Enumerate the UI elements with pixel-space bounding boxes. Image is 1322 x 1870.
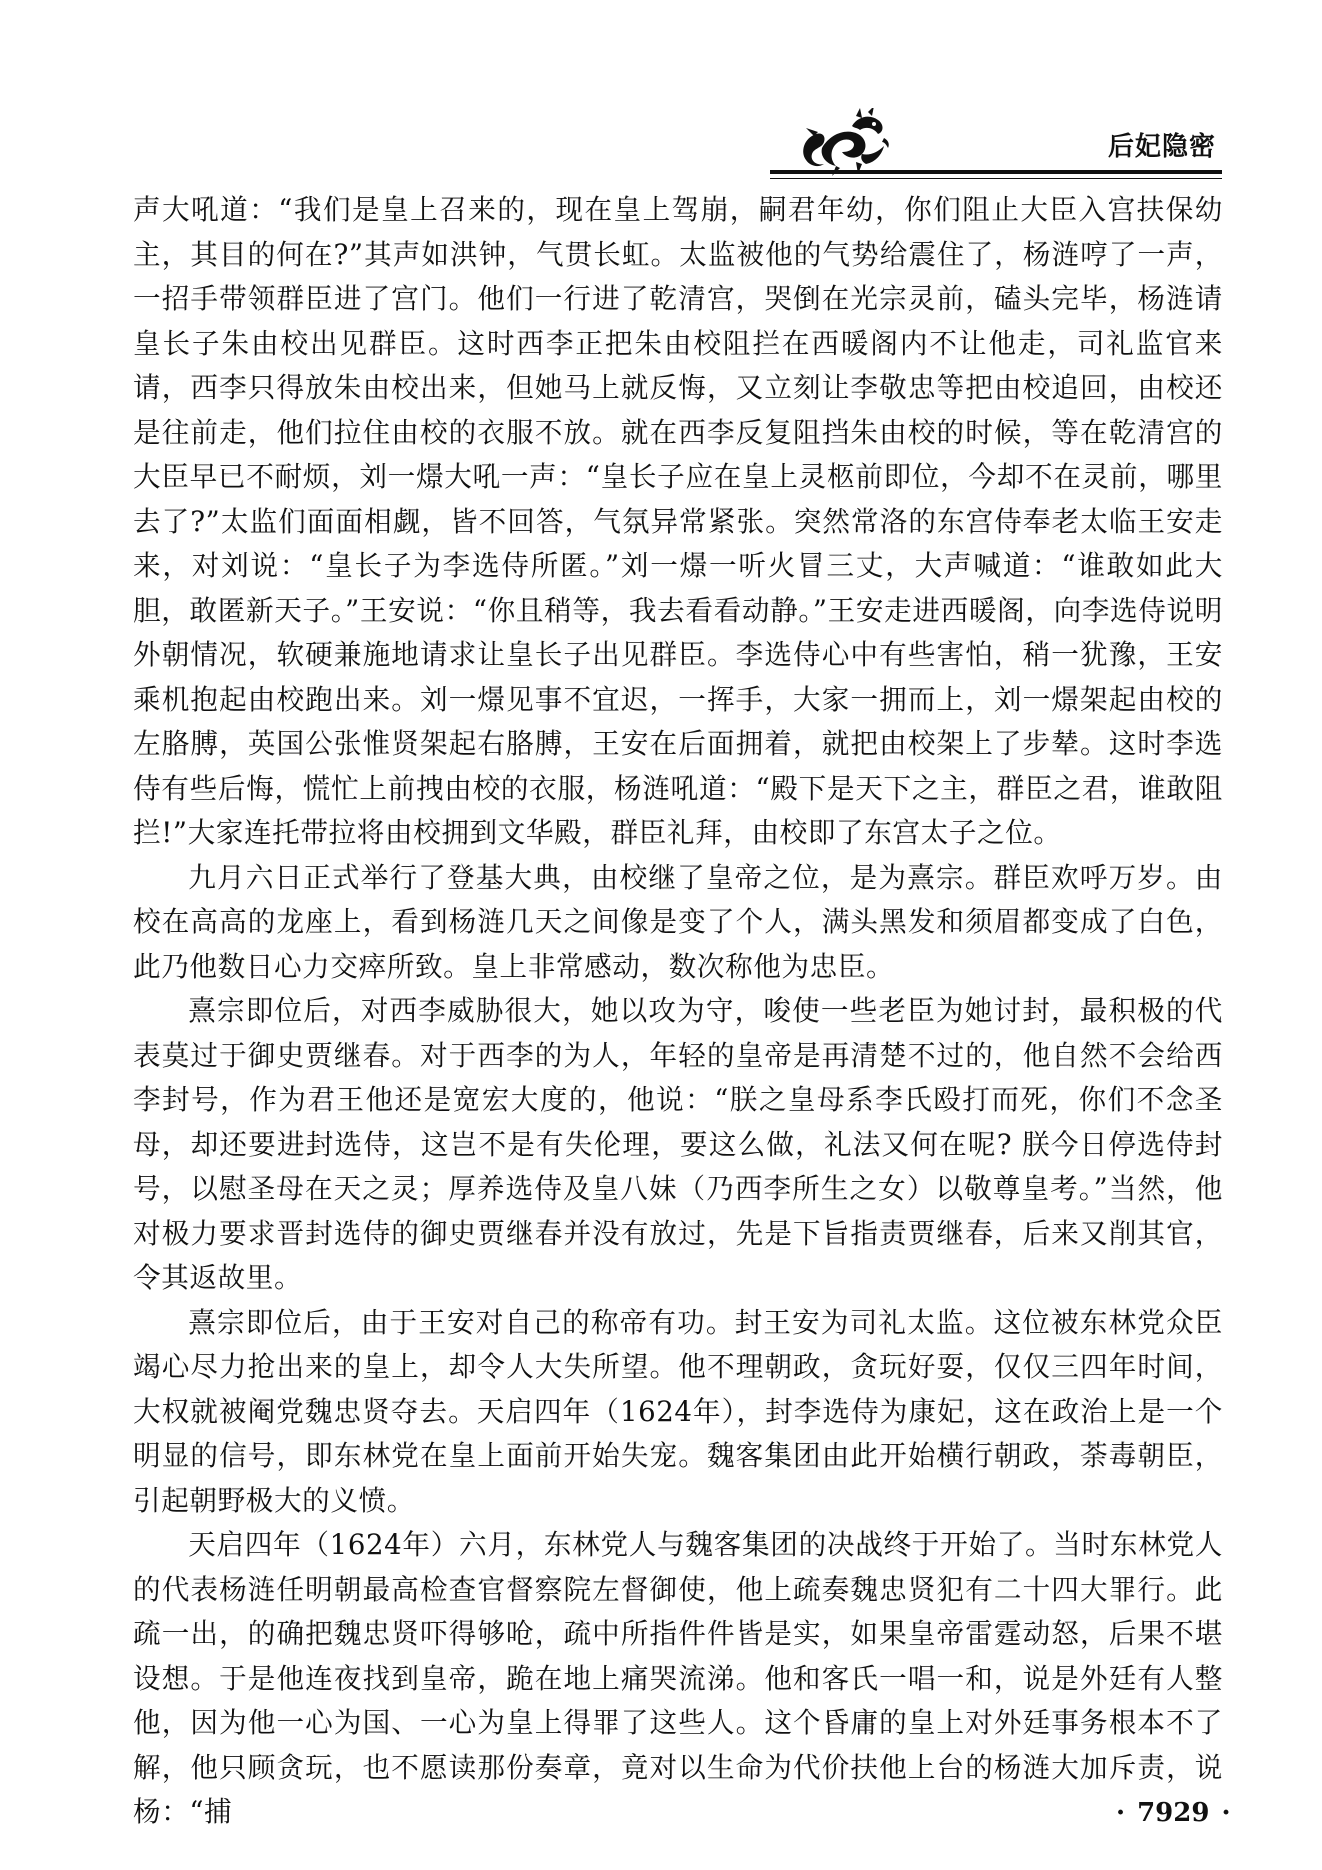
page-header	[0, 0, 1322, 190]
section-title: 后妃隐密	[1108, 132, 1217, 162]
paragraph: 天启四年（1624年）六月，东林党人与魏客集团的决战终于开始了。当时东林党人的代表杨涟任明朝最高检查官督察院左督御使，他上疏奏魏忠贤犯有二十四大罪行。此疏一出，的确把魏忠贤吓得够呛，疏中所指件件皆是实，如果皇帝雷霆动怒，后果不堪设想。于是他连夜找到皇帝，跪在地上痛哭流涕。他和客氏一唱一和，说是外廷有人整他，因为他一心为国、一心为皇上得罪了这些人。这个昏庸的皇上对外廷事务根本不了解，他只顾贪玩，也不愿读那份奏章，竟对以生命为代价扶他上台的杨涟大加斥责，说杨：“捕	[133, 1528, 1223, 1828]
page-number-value: 7929	[1137, 1798, 1210, 1828]
paragraph: 九月六日正式举行了登基大典，由校继了皇帝之位，是为熹宗。群臣欢呼万岁。由校在高高的龙座上，看到杨涟几天之间像是变了个人，满头黑发和须眉都变成了白色，此乃他数日心力交瘁所致。皇上非常感动，数次称他为忠臣。	[133, 860, 1223, 983]
page-number	[1104, 1798, 1243, 1828]
paragraph: 声大吼道：“我们是皇上召来的，现在皇上驾崩，嗣君年幼，你们阻止大臣入宫扶保幼主，其目的何在?”其声如洪钟，气贯长虹。太监被他的气势给震住了，杨涟哼了一声，一招手带领群臣进了宫门。他们一行进了乾清宫，哭倒在光宗灵前，磕头完毕，杨涟请皇长子朱由校出见群臣。这时西李正把朱由校阻拦在西暖阁内不让他走，司礼监官来请，西李只得放朱由校出来，但她马上就反悔，又立刻让李敬忠等把由校追回，由校还是往前走，他们拉住由校的衣服不放。就在西李反复阻挡朱由校的时候，等在乾清宫的大臣早已不耐烦，刘一燝大吼一声：“皇长子应在皇上灵柩前即位，今却不在灵前，哪里去了?”太监们面面相觑，皆不回答，气氛异常紧张。突然常洛的东宫侍奉老太临王安走来，对刘说：“皇长子为李选侍所匿。”刘一燝一听火冒三丈，大声喊道：“谁敢如此大胆，敢匿新天子。”王安说：“你且稍等，我去看看动静。”王安走进西暖阁，向李选侍说明外朝情况，软硬兼施地请求让皇长子出见群臣。李选侍心中有些害怕，稍一犹豫，王安乘机抱起由校跑出来。刘一燝见事不宜迟，一挥手，大家一拥而上，刘一燝架起由校的左胳膊，英国公张惟贤架起右胳膊，王安在后面拥着，就把由校架上了步辇。这时李选侍有些后悔，慌忙上前拽由校的衣服，杨涟吼道：“殿下是天下之主，群臣之君，谁敢阻拦!”大家连托带拉将由校拥到文华殿，群臣礼拜，由校即了东宫太子之位。	[133, 193, 1223, 849]
bullet-icon: ·	[1221, 1798, 1231, 1828]
dragon-emblem-icon	[796, 108, 892, 178]
header-rule	[770, 170, 1222, 174]
bullet-icon: ·	[1116, 1798, 1126, 1828]
paragraph: 熹宗即位后，由于王安对自己的称帝有功。封王安为司礼太监。这位被东林党众臣竭心尽力抢出来的皇上，却令人大失所望。他不理朝政，贪玩好耍，仅仅三四年时间，大权就被阉党魏忠贤夺去。天启四年（1624年），封李选侍为康妃，这在政治上是一个明显的信号，即东林党在皇上面前开始失宠。魏客集团由此开始横行朝政，荼毒朝臣，引起朝野极大的义愤。	[133, 1305, 1223, 1517]
paragraph: 熹宗即位后，对西李威胁很大，她以攻为守，唆使一些老臣为她讨封，最积极的代表莫过于御史贾继春。对于西李的为人，年轻的皇帝是再清楚不过的，他自然不会给西李封号，作为君王他还是宽宏大度的，他说：“朕之皇母系李氏殴打而死，你们不念圣母，却还要进封选侍，这岂不是有失伦理，要这么做，礼法又何在呢? 朕今日停选侍封号，以慰圣母在天之灵；厚养选侍及皇八妹（乃西李所生之女）以敬尊皇考。”当然，他对极力要求晋封选侍的御史贾继春并没有放过，先是下旨指责贾继春，后来又削其官，令其返故里。	[133, 994, 1223, 1294]
header-rule-thin	[770, 178, 1222, 179]
article-body	[133, 188, 1223, 1835]
